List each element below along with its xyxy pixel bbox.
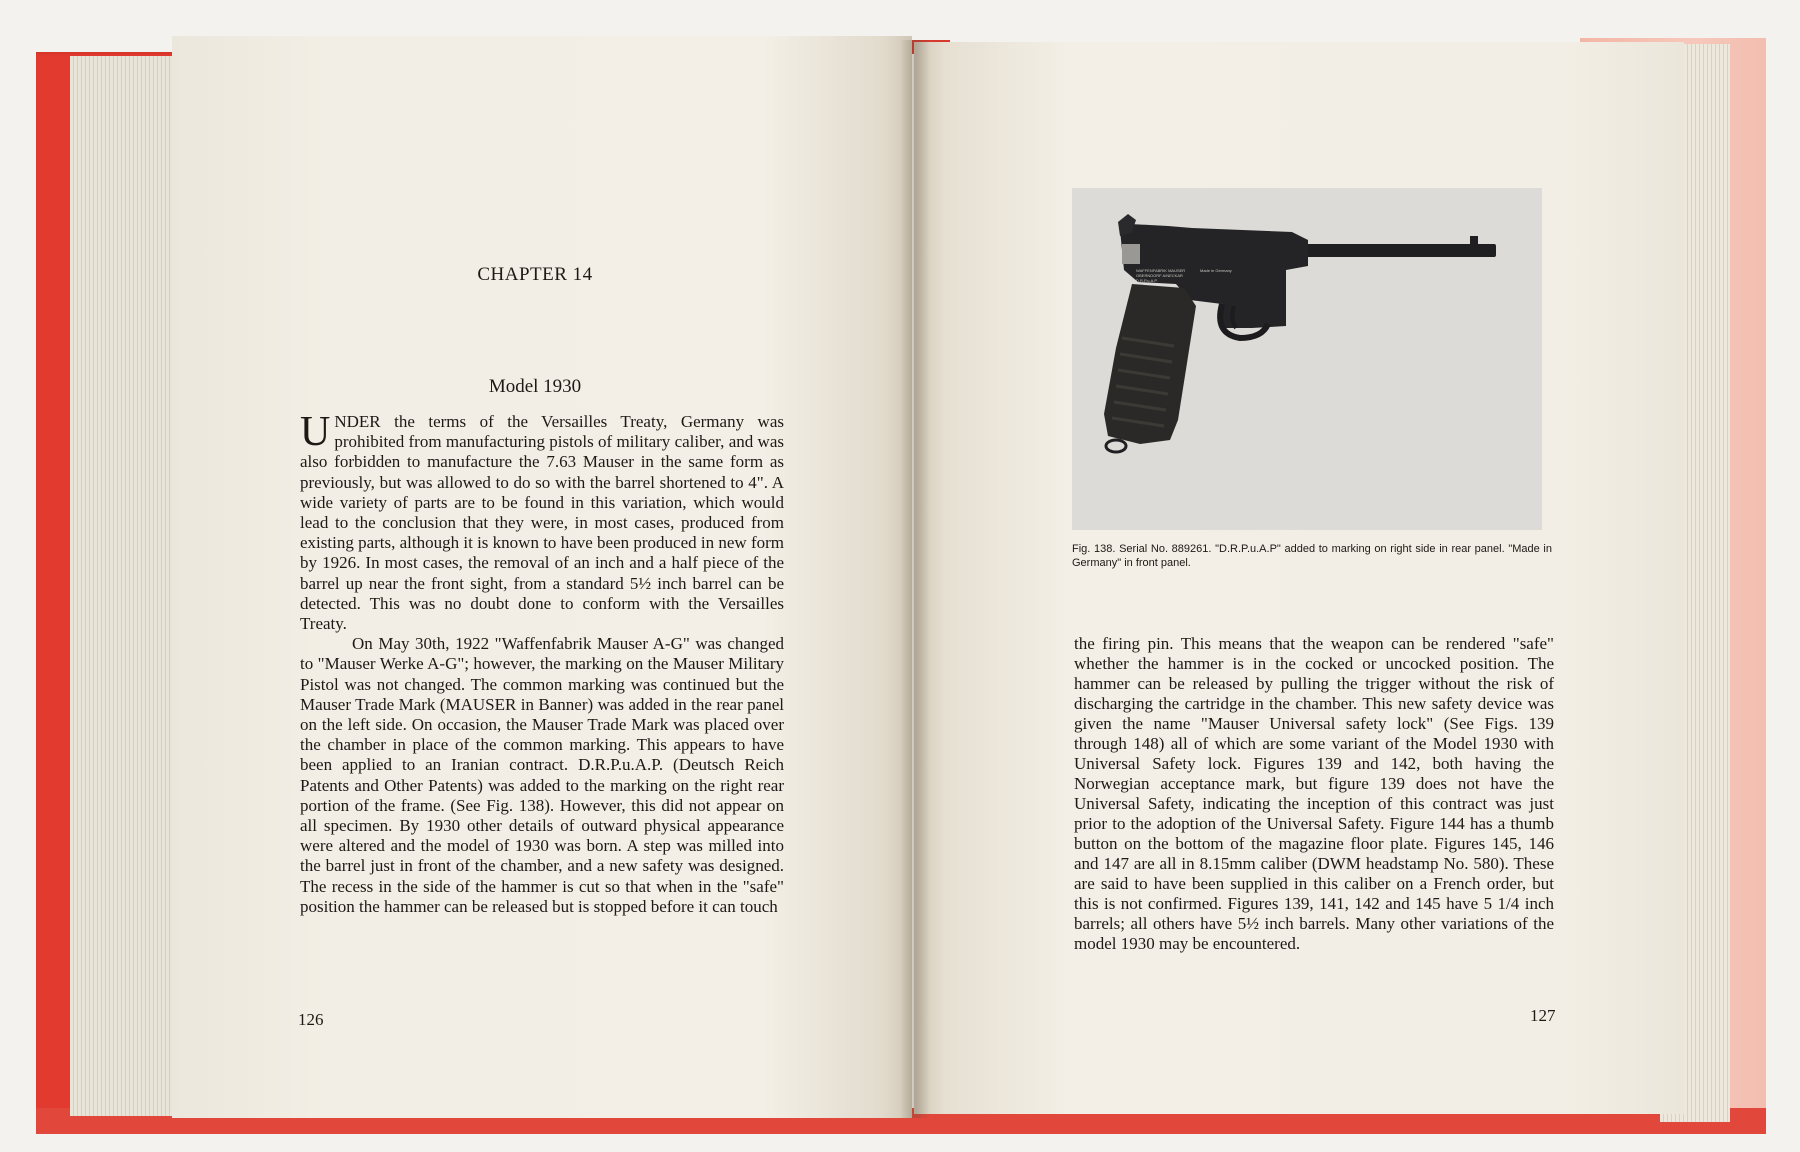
page-number-left: 126	[298, 1010, 324, 1029]
photo-marking-right: Made in Germany	[1200, 268, 1232, 273]
pistol-photo	[1072, 188, 1542, 530]
photo-marking-left: WAFFENFABRIK MAUSER OBERNDORF A/NECKAR D.R.P.u.A.P.	[1136, 268, 1186, 283]
paragraph-2: On May 30th, 1922 "Waffenfabrik Mauser A-G" was changed to "Mauser Werke A-G"; however, the marking on the Mauser Military Pistol was not changed. The common marking was continued but the Mauser Trade Mark (MAUSER in Banner) was added in the rear panel on the left side. On occasion, the Mauser Trade Mark was placed over the chamber in place of the common marking. This appears to have been applied to an Iranian contract. D.R.P.u.A.P. (Deutsch Reich Patents and Other Patents) was added to the marking on the right rear portion of the frame. (See Fig. 138). However, this did not appear on all specimen. By 1930 other details of outward physical appearance were altered and the model of 1930 was born. A step was milled into the barrel just in front of the chamber, and a new safety was designed. The recess in the side of the hammer is cut so that when in the "safe" position the hammer can be released but is stopped before it can touch	[300, 634, 784, 916]
book-gutter	[900, 40, 930, 1118]
pistol-illustration	[1072, 188, 1542, 530]
dropcap: U	[300, 409, 331, 455]
page-number-right: 127	[1530, 1006, 1556, 1025]
paragraph-1	[300, 409, 784, 634]
right-body-text	[1074, 634, 1554, 954]
section-title: Model 1930	[488, 376, 582, 397]
figure-caption: Fig. 138. Serial No. 889261. "D.R.P.u.A.P" added to marking on right side in rear panel. "Made in Germany" in front panel.	[1072, 543, 1552, 569]
chapter-title: CHAPTER 14	[477, 264, 593, 285]
paragraph-1-text: NDER the terms of the Versailles Treaty, Germany was prohibited from manufacturing pistols of military caliber, and was also forbidden to manufacture the 7.63 Mauser in the same form as previously, but was allowed to do so with the barrel shortened to 4". A wide variety of parts are to be found in this variation, which would lead to the conclusion that they were, in most cases, produced from existing parts, although it is known to have been produced in new form by 1926. In most cases, the removal of an inch and a half piece of the barrel up near the front sight, from a standard 5½ inch barrel can be detected. This was no doubt done to conform with the Versailles Treaty.	[300, 412, 784, 634]
left-body-text	[300, 409, 784, 917]
right-paragraph: the firing pin. This means that the weapon can be rendered "safe" whether the hammer is in the cocked or uncocked position. The hammer can be released by pulling the trigger without the risk of discharging the cartridge in the chamber. This new safety device was given the name "Mauser Universal safety lock" (See Figs. 139 through 148) all of which are some variant of the Model 1930 with Universal Safety lock. Figures 139 and 142, both having the Norwegian acceptance mark, but figure 139 does not have the Universal Safety, indicating the inception of this contract was just prior to the adoption of the Universal Safety. Figure 144 has a thumb button on the bottom of the magazine floor plate. Figures 145, 146 and 147 are all in 8.15mm caliber (DWM headstamp No. 580). These are said to have been supplied in this caliber on a French order, but this is not confirmed. Figures 139, 141, 142 and 145 have 5 1/4 inch barrels; all others have 5½ inch barrels. Many other variations of the model 1930 may be encountered.	[1074, 634, 1554, 953]
